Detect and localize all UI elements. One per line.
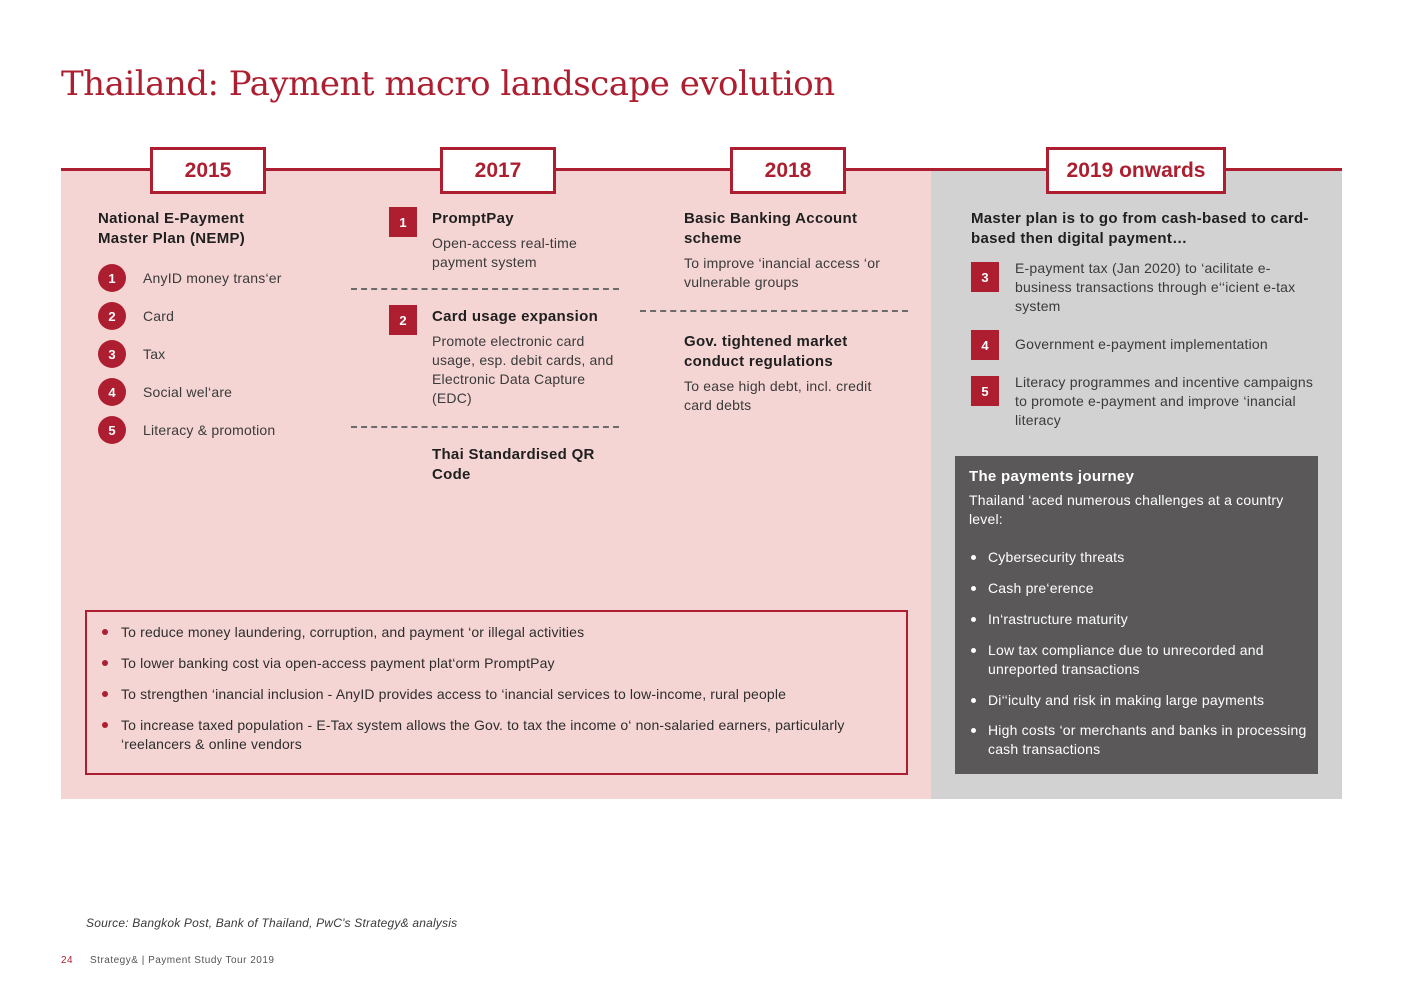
basic-banking-heading: Basic Banking Account scheme — [684, 210, 858, 247]
year-2019-onwards: 2019 onwards — [1046, 147, 1226, 194]
year-2018: 2018 — [730, 147, 846, 194]
divider — [351, 426, 619, 428]
basic-banking-desc: To improve ‘inancial access ‘or vulnerable groups — [684, 255, 881, 290]
market-conduct-heading: Gov. tightened market conduct regulations — [684, 333, 848, 370]
bullet — [971, 586, 976, 591]
promptpay-desc: Open-access real-time payment system — [432, 235, 578, 270]
master-plan-item-4: Government e-payment implementation — [1015, 336, 1268, 352]
nemp-number-3: 3 — [98, 340, 126, 368]
objective-3: To strengthen ‘inancial inclusion - AnyID provides access to ‘inancial services to low-income, rural people — [121, 686, 787, 702]
master-plan-heading: Master plan is to go from cash-based to card-based then digital payment… — [971, 210, 1309, 247]
nemp-heading: National E-Payment Master Plan (NEMP) — [98, 210, 246, 247]
nemp-item-2: Card — [143, 308, 175, 324]
footer-text: Strategy& | Payment Study Tour 2019 — [90, 955, 275, 966]
year-2015: 2015 — [150, 147, 266, 194]
journey-item-1: Cybersecurity threats — [988, 549, 1125, 565]
promptpay-number: 1 — [389, 207, 417, 237]
master-plan-number-3: 3 — [971, 262, 999, 292]
divider — [640, 310, 908, 312]
card-usage-desc: Promote electronic card usage, esp. debit cards, and Electronic Data Capture (EDC) — [432, 333, 614, 406]
objective-4: To increase taxed population - E-Tax system allows the Gov. to tax the income o‘ non-salaried earners, particularly ‘reelancers & online vendors — [121, 717, 845, 752]
bullet — [971, 555, 976, 560]
master-plan-number-5: 5 — [971, 376, 999, 406]
source-note: Source: Bangkok Post, Bank of Thailand, PwC's Strategy& analysis — [86, 916, 458, 930]
bullet — [102, 660, 108, 666]
journey-item-6: High costs ‘or merchants and banks in processing cash transactions — [988, 722, 1307, 757]
page-number: 24 — [61, 955, 74, 966]
objective-1: To reduce money laundering, corruption, and payment ‘or illegal activities — [121, 624, 585, 640]
bullet — [971, 728, 976, 733]
master-plan-number-4: 4 — [971, 330, 999, 360]
page-title: Thailand: Payment macro landscape evolution — [61, 64, 835, 104]
card-usage-number: 2 — [389, 305, 417, 335]
objective-2: To lower banking cost via open-access payment plat‘orm PromptPay — [121, 655, 555, 671]
master-plan-item-5: Literacy programmes and incentive campaigns to promote e-payment and improve ‘inancial literacy — [1015, 374, 1314, 428]
journey-item-2: Cash pre‘erence — [988, 580, 1094, 596]
market-conduct-desc: To ease high debt, incl. credit card debts — [684, 378, 872, 413]
nemp-item-1: AnyID money trans‘er — [143, 270, 282, 286]
nemp-item-5: Literacy & promotion — [143, 422, 276, 438]
bullet — [971, 617, 976, 622]
nemp-item-3: Tax — [143, 346, 166, 362]
journey-item-4: Low tax compliance due to unrecorded and unreported transactions — [988, 642, 1264, 677]
bullet — [102, 722, 108, 728]
master-plan-item-3: E-payment tax (Jan 2020) to ‘acilitate e-business transactions through e‘‘icient e-tax system — [1015, 260, 1296, 314]
year-2017: 2017 — [440, 147, 556, 194]
nemp-number-2: 2 — [98, 302, 126, 330]
divider — [351, 288, 619, 290]
bullet — [971, 698, 976, 703]
journey-heading: The payments journey — [969, 468, 1135, 485]
promptpay-heading: PromptPay — [432, 210, 514, 227]
journey-intro: Thailand ‘aced numerous challenges at a country level: — [969, 492, 1284, 527]
bullet — [102, 691, 108, 697]
bullet — [102, 629, 108, 635]
nemp-item-4: Social wel‘are — [143, 384, 233, 400]
payments-journey-box — [955, 456, 1318, 774]
nemp-number-5: 5 — [98, 416, 126, 444]
journey-item-3: In‘rastructure maturity — [988, 611, 1128, 627]
qr-code-heading: Thai Standardised QR Code — [432, 446, 595, 483]
objectives-box — [85, 610, 908, 775]
card-usage-heading: Card usage expansion — [432, 308, 599, 325]
journey-item-5: Di‘‘iculty and risk in making large payments — [988, 692, 1265, 708]
nemp-number-1: 1 — [98, 264, 126, 292]
nemp-number-4: 4 — [98, 378, 126, 406]
bullet — [971, 648, 976, 653]
